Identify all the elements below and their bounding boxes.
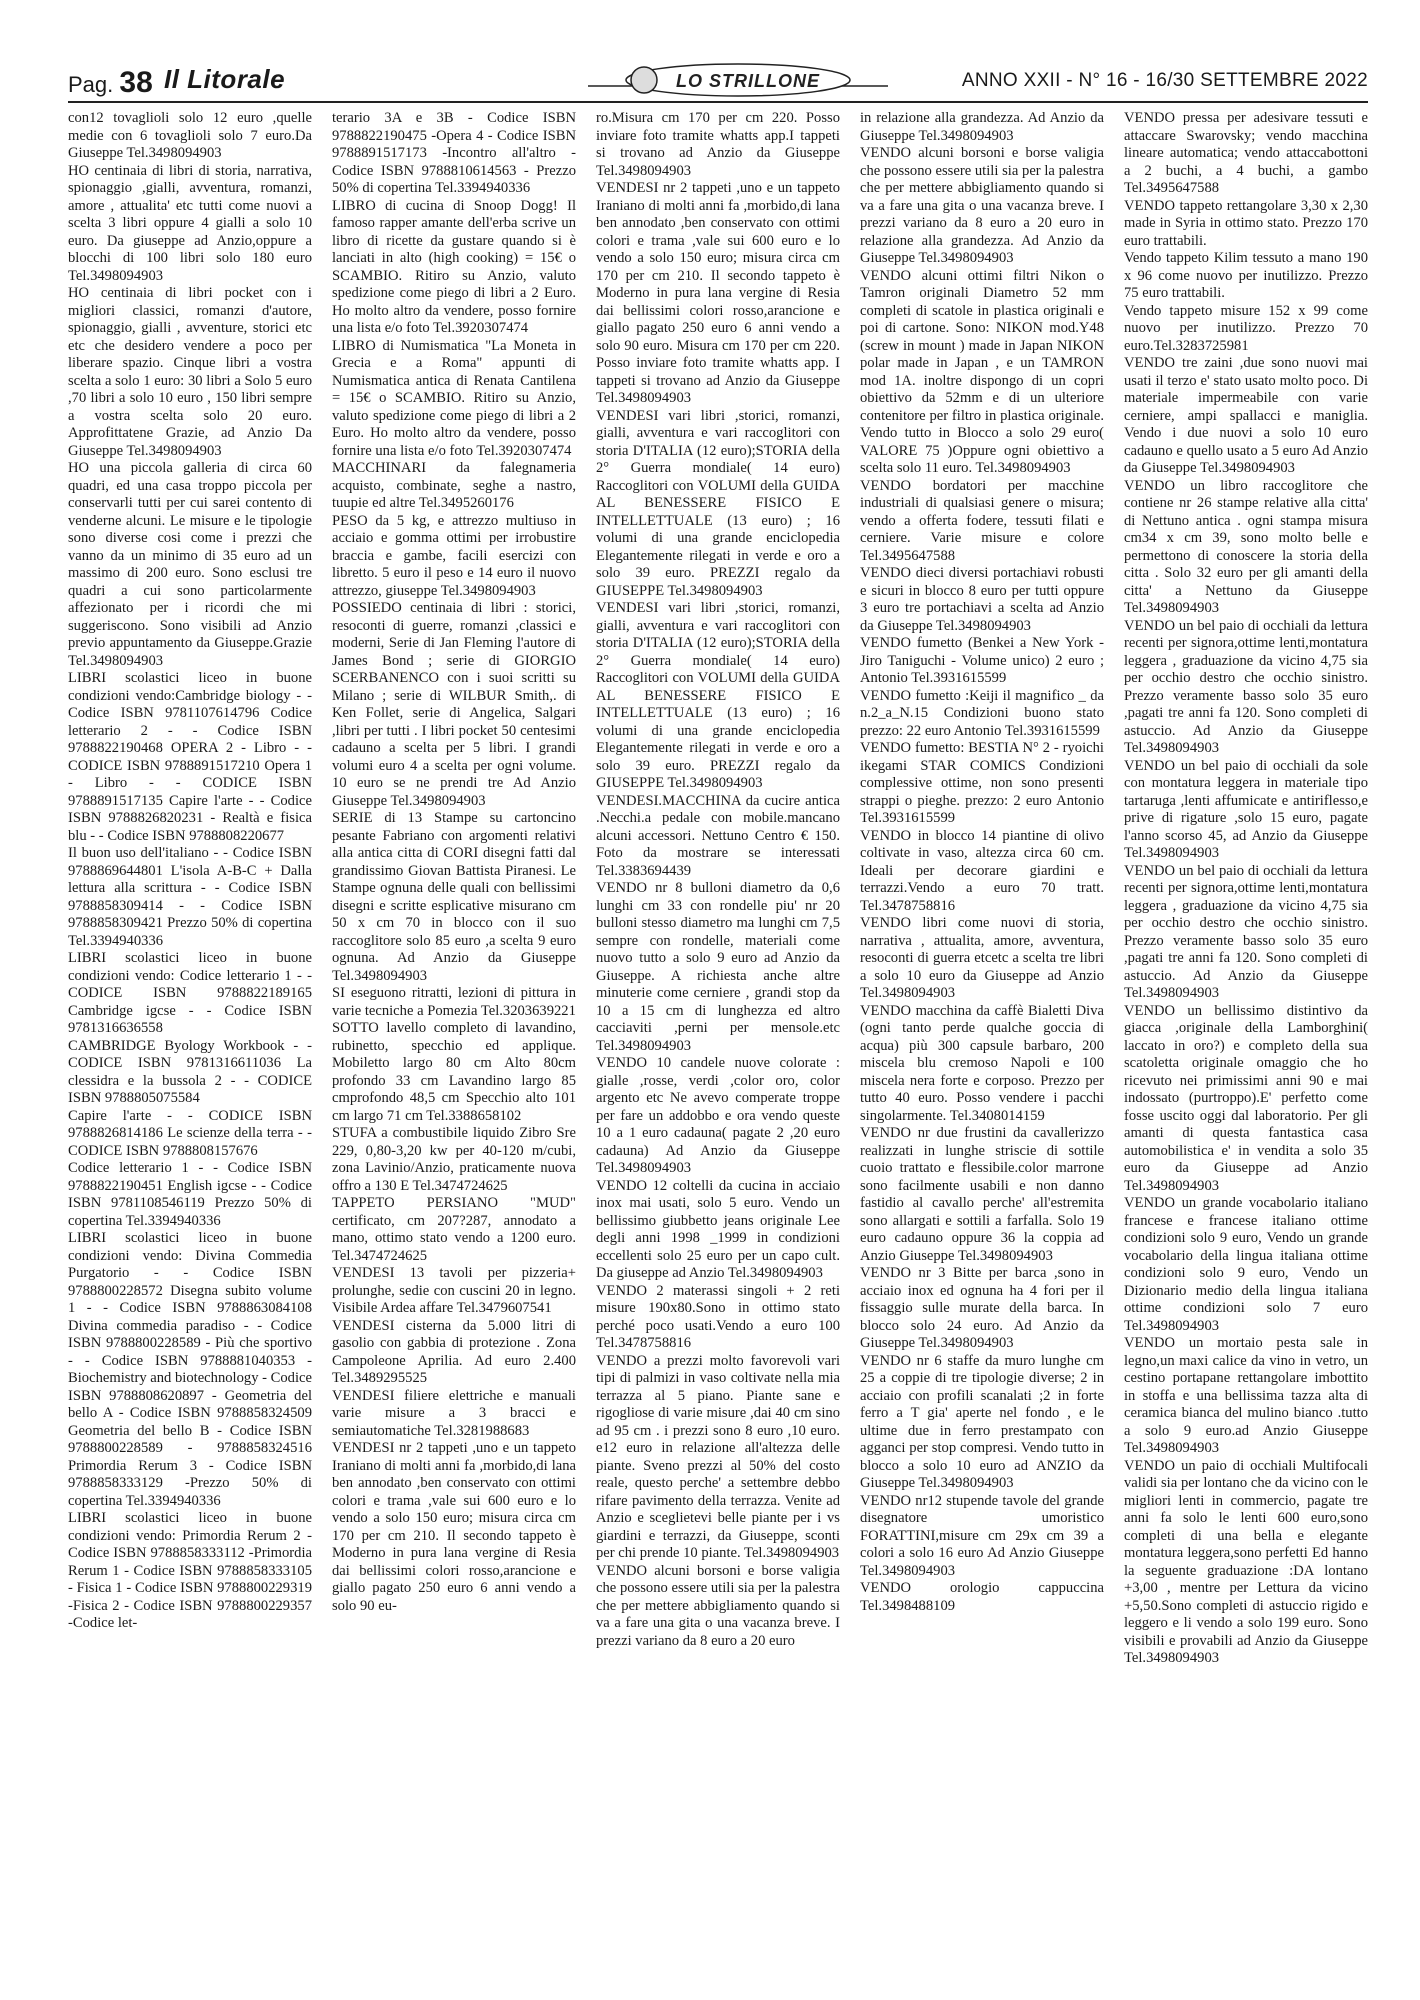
- classified-ad: VENDO alcuni ottimi filtri Nikon o Tamron originali Diametro 52 mm completi di scatole in plastica originali e poi di cartone. Sono: NIKON mod.Y48 (screw in mount ) made in Japan NIKON polar made in Japan , e un TAMRON mod 1A. inoltre dispongo di un copri obiettivo da 52mm e di un ulteriore contenitore per filtro in plastica originale. Vendo tutto in Blocco a solo 29 euro( VALORE 75 )Oppure ogni obiettivo a scelta solo 11 euro. Tel.3498094903: [860, 267, 1104, 476]
- classified-ad: STUFA a combustibile liquido Zibro Sre 229, 0,80-3,20 kw per 40-120 m/cubi, zona Lavinio/Anzio, praticamente nuova offro a 130 E Tel.3474724625: [332, 1125, 576, 1194]
- classified-ad: ro.Misura cm 170 per cm 220. Posso inviare foto tramite whatts app.I tappeti si trovano ad Anzio da Giuseppe Tel.3498094903: [596, 110, 840, 179]
- classified-ad: LIBRO di cucina di Snoop Dogg! Il famoso rapper amante dell'erba scrive un libro di ricette da gustare quando si è lanciati in alto (high cooking) = 15€ o SCAMBIO. Ritiro su Anzio, valuto spedizione come piego di libri a 2 Euro. Ho molto altro da vendere, posso fornire una lista e/o foto Tel.3920307474: [332, 197, 576, 336]
- classified-ad: Vendo tappeto misure 152 x 99 come nuovo per inutilizzo. Prezzo 70 euro.Tel.3283725981: [1124, 302, 1368, 354]
- classified-ad: VENDO nr due frustini da cavallerizzo realizzati in lunghe striscie di sottile cuoio trattato e flessibile.color marrone sono facilmente usabili e non danno fastidio al cavallo perche' all'estremita sono allargati e sottili a farfalla. Solo 19 euro cadauno oppure 36 la coppia ad Anzio Giuseppe Tel.3498094903: [860, 1125, 1104, 1264]
- classified-ad: VENDESI cisterna da 5.000 litri di gasolio con gabbia di protezione . Zona Campoleone Aprilia. Ad euro 2.400 Tel.3489295525: [332, 1317, 576, 1386]
- classified-ad: VENDO un bel paio di occhiali da lettura recenti per signora,ottime lenti,montatura leggera , graduazione da vicino 4,75 sia per occhio destro che occhio sinistro. Prezzo veramente basso solo 35 euro ,pagati tre anni fa 120. Sono completi di astuccio. Ad Anzio da Giuseppe Tel.3498094903: [1124, 617, 1368, 756]
- classified-ad: HO centinaia di libri pocket con i migliori classici, romanzi d'autore, spionaggio, gialli , avventure, storici etc etc che desidero vendere a poco per liberare spazio. Cinque libri a vostra scelta a solo 1 euro: 30 libri a Solo 5 euro ,70 libri a solo 10 euro , 150 libri sempre a vostra scelta solo 20 euro. Approfittatene Grazie, ad Anzio Da Giuseppe Tel.3498094903: [68, 285, 312, 459]
- classified-ad: VENDO un bel paio di occhiali da sole con montatura leggera in materiale tipo tartaruga ,lenti affumicate e antiriflesso,e prive di rigature ,solo 15 euro, pagate l'anno scorso 45, ad Anzio da Giuseppe Tel.3498094903: [1124, 757, 1368, 861]
- paper-name: Il Litorale: [164, 64, 286, 94]
- svg-text:LO STRILLONE: LO STRILLONE: [676, 71, 820, 91]
- classified-ad: LIBRO di Numismatica "La Moneta in Grecia e a Roma" appunti di Numismatica antica di Renata Cantilena = 15€ o SCAMBIO. Ritiro su Anzio, valuto spedizione come piego di libri a 2 Euro. Ho molto altro da vendere, posso fornire una lista e/o foto Tel.3920307474: [332, 337, 576, 459]
- classified-ad: VENDO un bellissimo distintivo da giacca ,originale della Lamborghini( laccato in oro?) e completo della sua scatoletta originale omaggio che ho ricevuto nei primissimi anni 90 e mai indossato (purtroppo).E' perfetto come fosse uscito oggi dal laboratorio. Per gli amanti di questa fantastica casa automobilistica e' in vendita a solo 35 euro da Giuseppe ad Anzio Tel.3498094903: [1124, 1002, 1368, 1194]
- classified-ad: VENDO pressa per adesivare tessuti e attaccare Swarovsky; vendo macchina lineare automatica; vendo attaccabottoni a 2 buchi, a 4 buchi, a gambo Tel.3495647588: [1124, 110, 1368, 196]
- classified-ad: Il buon uso dell'italiano - - Codice ISBN 9788869644801 L'isola A-B-C + Dalla lettura alla scrittura - - Codice ISBN 9788858309414 - - Codice ISBN 9788858309421 Prezzo 50% di copertina Tel.3394940336: [68, 845, 312, 949]
- classified-ad: VENDO un grande vocabolario italiano francese e francese italiano ottime condizioni solo 9 euro, Vendo un grande vocabolario della lingua italiana ottime condizioni solo 9 euro, Vendo un Dizionario medio della lingua italiana ottime condizioni solo 7 euro Tel.3498094903: [1124, 1195, 1368, 1334]
- classified-ad: VENDO un paio di occhiali Multifocali validi sia per lontano che da vicino con le migliori lenti in commercio, pagate tre anni fa solo le lenti 600 euro,sono completi di una bella e elegante montatura leggera,sono perfetti Ed hanno la seguente graduazione :DA lontano +3,00 , mentre per Lettura da vicino +5,50.Sono completi di astuccio rigido e leggero e li vendo a solo 199 euro. Sono visibili e provabili ad Anzio da Giuseppe Tel.3498094903: [1124, 1457, 1368, 1666]
- page-label: [68, 66, 153, 100]
- classified-ad: SOTTO lavello completo di lavandino, rubinetto, specchio ed applique. Mobiletto largo 80 cm Alto 80cm profondo 33 cm Lavandino largo 85 cmprofondo 48,5 cm Specchio alto 101 cm largo 71 cm Tel.3388658102: [332, 1020, 576, 1124]
- classified-ad: VENDESI filiere elettriche e manuali varie misure a 3 bracci e semiautomatiche Tel.3281988683: [332, 1387, 576, 1439]
- classified-ad: LIBRI scolastici liceo in buone condizioni vendo: Divina Commedia Purgatorio - - Codice ISBN 9788800228572 Disegna subito volume 1 - - Codice ISBN 9788863084108 Divina commedia paradiso - - Codice ISBN 9788800228589 - Più che sportivo - - Codice ISBN 9788881040353 - Biochemistry and biotechnology - Codice ISBN 9788808620897 - Geometria del bello A - Codice ISBN 9788858324509 Geometria del bello B - Codice ISBN 9788800228589 - 9788858324516 Primordia Rerum 3 - Codice ISBN 9788858333129 -Prezzo 50% di copertina Tel.3394940336: [68, 1230, 312, 1509]
- classified-ad: VENDESI nr 2 tappeti ,uno e un tappeto Iraniano di molti anni fa ,morbido,di lana ben annodato ,ben conservato con ottimi colori e trama ,vale sui 600 euro e lo vendo a solo 150 euro; misura circa cm 170 per cm 210. Il secondo tappeto è Moderno in pura lana vergine di Resia dai bellissimi colori rosso,arancione e giallo pagato 250 euro 6 anni vendo a solo 90 eu-: [332, 1440, 576, 1614]
- header-rule: [68, 101, 1368, 103]
- classified-ad: VENDO alcuni borsoni e borse valigia che possono essere utili sia per la palestra che per mettere abbigliamento quando si va a fare una gita o una vacanza breve. I prezzi variano da 8 euro a 20 euro: [596, 1562, 840, 1649]
- classified-ad: VENDO un bel paio di occhiali da lettura recenti per signora,ottime lenti,montatura leggera , graduazione da vicino 4,75 sia per occhio destro che occhio sinistro. Prezzo veramente basso solo 35 euro ,pagati tre anni fa 120. Sono completi di astuccio. Ad Anzio da Giuseppe Tel.3498094903: [1124, 862, 1368, 1001]
- classified-ad: Vendo tappeto Kilim tessuto a mano 190 x 96 come nuovo per inutilizzo. Prezzo 75 euro trattabili.: [1124, 250, 1368, 301]
- classified-ad: VENDO 10 candele nuove colorate : gialle ,rosse, verdi ,color oro, color argento etc Ne avevo comperate troppe per fare un addobbo e ora vendo queste 10 a 1 euro cadauna( pagate 2 ,20 euro cadauna) Ad Anzio da Giuseppe Tel.3498094903: [596, 1055, 840, 1176]
- classified-ad: VENDO un libro raccoglitore che contiene nr 26 stampe relative alla citta' di Nettuno antica . ogni stampa misura cm34 x cm 39, sono molto belle e permettono di conoscere la storia della citta . Solo 32 euro per gli amanti della citta' a Nettuno da Giuseppe Tel.3498094903: [1124, 477, 1368, 616]
- classified-ad: Codice letterario 1 - - Codice ISBN 9788822190451 English igcse - - Codice ISBN 9781108546119 Prezzo 50% di copertina Tel.3394940336: [68, 1160, 312, 1229]
- classified-ad: SI eseguono ritratti, lezioni di pittura in varie tecniche a Pomezia Tel.3203639221: [332, 985, 576, 1019]
- classifieds-columns: [68, 110, 1368, 1980]
- classified-ad: LIBRI scolastici liceo in buone condizioni vendo: Codice letterario 1 - - CODICE ISBN 9788822189165 Cambridge igcse - - Codice ISBN 9781316636558: [68, 950, 312, 1036]
- classified-ad: VENDO tappeto rettangolare 3,30 x 2,30 made in Syria in ottimo stato. Prezzo 170 euro trattabili.: [1124, 197, 1368, 249]
- classified-ad: VENDO un mortaio pesta sale in legno,un maxi calice da vino in vetro, un cestino portapane rettangolare imbottito in stoffa e una bellissima tazza alta di ceramica bianca del mulino bianco .tutto a solo 9 euro.ad Anzio Giuseppe Tel.3498094903: [1124, 1335, 1368, 1456]
- classified-ad: VENDO orologio cappuccina Tel.3498488109: [860, 1580, 1104, 1614]
- classified-ad: VENDO nr 3 Bitte per barca ,sono in acciaio inox ed ognuna ha 4 fori per il fissaggio sulle murate della barca. In blocco solo 24 euro. Ad Anzio da Giuseppe Tel.3498094903: [860, 1265, 1104, 1351]
- classified-ad: VENDO 12 coltelli da cucina in acciaio inox mai usati, solo 5 euro. Vendo un bellissimo giubbetto jeans originale Lee degli anni 1998 _1999 in condizioni eccellenti solo 25 euro per un capo cult. Da giuseppe ad Anzio Tel.3498094903: [596, 1177, 840, 1281]
- classified-ad: POSSIEDO centinaia di libri : storici, resoconti di guerre, romanzi ,classici e moderni, Serie di Jan Fleming l'autore di James Bond ; serie di GIORGIO SCERBANENCO con i suoi scritti su Milano ; serie di WILBUR Smith,. di Ken Follet, serie di Angelica, Salgari ,libri per tutti . I libri pocket 50 centesimi cadauno a scelta per 5 libri. I grandi volumi euro 4 a scelta per ogni volume. 10 euro se ne prendi tre Ad Anzio Giuseppe Tel.3498094903: [332, 600, 576, 809]
- lo-strillone-logo: [588, 62, 888, 98]
- classified-ad: VENDO macchina da caffè Bialetti Diva (ogni tanto perde qualche goccia di acqua) più 300 capsule barbaro, 200 miscela blu cremoso Napoli e 100 miscela nera forte e corposo. Prezzo per tutto 40 euro. Posso vendere i pacchi singolarmente. Tel.3408014159: [860, 1002, 1104, 1124]
- page-prefix: Pag.: [68, 72, 114, 97]
- classified-ad: VENDESI vari libri ,storici, romanzi, gialli, avventura e vari raccoglitori con storia D'ITALIA (12 euro);STORIA della 2° Guerra mondiale( 14 euro) Raccoglitori con VOLUMI della GUIDA AL BENESSERE FISICO E INTELLETTUALE (13 euro) ; 16 volumi di una grande enciclopedia Elegantemente rilegati in verde e oro a solo 39 euro. PREZZI regalo da GIUSEPPE Tel.3498094903: [596, 407, 840, 599]
- classified-ad: con12 tovaglioli solo 12 euro ,quelle medie con 6 tovaglioli solo 7 euro.Da Giuseppe Tel.3498094903: [68, 110, 312, 161]
- classified-ad: VENDO libri come nuovi di storia, narrativa , attualita, amore, avventura, resoconti di guerra etcetc a scelta tre libri a solo 10 euro da Giuseppe ad Anzio Tel.3498094903: [860, 915, 1104, 1001]
- classified-ad: MACCHINARI da falegnameria acquisto, combinate, seghe a nastro, tuupie ed altre Tel.3495260176: [332, 460, 576, 511]
- classified-ad: VENDO tre zaini ,due sono nuovi mai usati il terzo e' stato usato molto poco. Di materiale impermeabile con varie cerniere, ampi spallacci e maniglia. Vendo i due nuovi a solo 10 euro cadauno e quello usato a 5 euro Ad Anzio da Giuseppe Tel.3498094903: [1124, 355, 1368, 476]
- classified-ad: VENDO bordatori per macchine industriali di qualsiasi genere o misura; vendo a offerta fodere, tessuti filati e cerniere. Varie misure e colore Tel.3495647588: [860, 477, 1104, 564]
- classified-ad: VENDESI.MACCHINA da cucire antica .Necchi.a pedale con mobile.mancano alcuni accessori. Nettuno Centro € 150. Foto da mostrare se interessati Tel.3383694439: [596, 792, 840, 879]
- classified-ad: in relazione alla grandezza. Ad Anzio da Giuseppe Tel.3498094903: [860, 110, 1104, 144]
- classified-ad: VENDESI nr 2 tappeti ,uno e un tappeto Iraniano di molti anni fa ,morbido,di lana ben annodato ,ben conservato con ottimi colori e trama ,vale sui 600 euro e lo vendo a solo 150 euro; misura circa cm 170 per cm 210. Il secondo tappeto è Moderno in pura lana vergine di Resia dai bellissimi colori rosso,arancione e giallo pagato 250 euro 6 anni vendo a solo 90 euro. Misura cm 170 per cm 220. Posso inviare foto tramite whatts app. I tappeti si trovano ad Anzio da Giuseppe Tel.3498094903: [596, 180, 840, 406]
- classified-ad: LIBRI scolastici liceo in buone condizioni vendo:Cambridge biology - - Codice ISBN 9781107614796 Codice letterario 2 - - Codice ISBN 9788822190468 OPERA 2 - Libro - - CODICE ISBN 9788891517210 Opera 1 - Libro - - CODICE ISBN 9788891517135 Capire l'arte - - Codice ISBN 9788826820231 - Realtà e fisica blu - - Codice ISBN 9788808220677: [68, 670, 312, 844]
- classified-ad: VENDO alcuni borsoni e borse valigia che possono essere utili sia per la palestra che per mettere abbigliamento quando si va a fare una gita o una vacanza breve. I prezzi variano da 8 euro a 20 euro in relazione alla grandezza. Ad Anzio da Giuseppe Tel.3498094903: [860, 145, 1104, 266]
- classified-ad: Capire l'arte - - CODICE ISBN 9788826814186 Le scienze della terra - - CODICE ISBN 9788808157676: [68, 1107, 312, 1159]
- classified-ad: VENDO nr12 stupende tavole del grande disegnatore umoristico FORATTINI,misure cm 29x cm 39 a colori a solo 16 euro Ad Anzio Giuseppe Tel.3498094903: [860, 1492, 1104, 1579]
- classified-ad: CAMBRIDGE Byology Workbook - - CODICE ISBN 9781316611036 La clessidra e la bussola 2 - - CODICE ISBN 9788805075584: [68, 1037, 312, 1106]
- classified-ad: VENDO in blocco 14 piantine di olivo coltivate in vaso, altezza circa 60 cm. Ideali per decorare giardini e terrazzi.Vendo a euro 70 tratt. Tel.3478758816: [860, 827, 1104, 914]
- classified-ad: VENDO 2 materassi singoli + 2 reti misure 190x80.Sono in ottimo stato perché poco usati.Vendo a euro 100 Tel.3478758816: [596, 1282, 840, 1351]
- classified-ad: HO una piccola galleria di circa 60 quadri, ed una casa troppo piccola per conservarli tutti per cui sarei contento di venderne alcuni. Le misure e le tipologie sono diverse cosi come i prezzi che vanno da un minimo di 35 euro ad un massimo di 200 euro. Sono esclusi tre quadri a cui sono particolarmente affezionato per i ricordi che mi suggeriscono. Sono visibili ad Anzio previo appuntamento da Giuseppe.Grazie Tel.3498094903: [68, 460, 312, 669]
- classified-ad: VENDO fumetto: BESTIA N° 2 - ryoichi ikegami STAR COMICS Condizioni complessive ottime, non sono presenti strappi o pieghe. prezzo: 2 euro Antonio Tel.3931615599: [860, 740, 1104, 826]
- classified-ad: SERIE di 13 Stampe su cartoncino pesante Fabriano con argomenti relativi alla antica citta di CORI disegni fatti dal grandissimo Giovan Battista Piranesi. Le Stampe ognuna delle quali con bellissimi disegni e scritte esplicative misurano cm 50 x cm 70 in blocco con il suo raccoglitore solo 85 euro ,a scelta 9 euro ognuna. Ad Anzio da Giuseppe Tel.3498094903: [332, 810, 576, 984]
- classified-ad: VENDO nr 8 bulloni diametro da 0,6 lunghi cm 33 con rondelle piu' nr 20 bulloni stesso diametro ma lunghi cm 7,5 sempre con rondelle, materiali come nuovo tutto a solo 9 euro ad Anzio da Giuseppe. A richiesta anche altre minuterie come cerniere , grandi stop da 10 a 15 cm di lunghezza ed altro cacciaviti ,perni per mensole.etc Tel.3498094903: [596, 880, 840, 1054]
- classified-ad: PESO da 5 kg, e attrezzo multiuso in acciaio e gomma ottimi per irrobustire braccia e gambe, facili esercizi con libretto. 5 euro il peso e 14 euro il nuovo attrezzo, giuseppe Tel.3498094903: [332, 512, 576, 599]
- classified-ad: VENDO fumetto :Keiji il magnifico _ da n.2_a_N.15 Condizioni buono stato prezzo: 22 euro Antonio Tel.3931615599: [860, 687, 1104, 739]
- classified-ad: VENDO a prezzi molto favorevoli vari tipi di palmizi in vaso coltivate nella mia terrazza al 5 piano. Piante sane e rigogliose di varie misure ,dai 40 cm sino ad 95 cm . i prezzi sono 8 euro ,10 euro. e12 euro in relazione all'altezza delle piante. Sveno prezzi al 50% del costo reale, questo perche' a settembre debbo rifare pavimento della terrazza. Venite ad Anzio e sceglietevi belle piante per i vs giardini e terrazzi, da Giuseppe, sconti per chi prende 10 piante. Tel.3498094903: [596, 1352, 840, 1561]
- column-3: [596, 110, 840, 1650]
- classified-ad: VENDO dieci diversi portachiavi robusti e sicuri in blocco 8 euro per tutti oppure 3 euro tre portachiavi a scelta ad Anzio da Giuseppe Tel.3498094903: [860, 565, 1104, 634]
- column-4: [860, 110, 1104, 1615]
- classified-ad: VENDESI vari libri ,storici, romanzi, gialli, avventura e vari raccoglitori con storia D'ITALIA (12 euro);STORIA della 2° Guerra mondiale( 14 euro) Raccoglitori con VOLUMI della GUIDA AL BENESSERE FISICO E INTELLETTUALE (13 euro) ; 16 volumi di una grande enciclopedia Elegantemente rilegati in verde e oro a solo 39 euro. PREZZI regalo da GIUSEPPE Tel.3498094903: [596, 600, 840, 791]
- classified-ad: HO centinaia di libri di storia, narrativa, spionaggio ,gialli, avventura, romanzi, amore , attualita' etc tutti come nuovi a scelta 3 libri oppure 4 gialli a solo 10 euro. Da giuseppe ad Anzio,oppure a blocchi di 100 libri solo 180 euro Tel.3498094903: [68, 162, 312, 284]
- classified-ad: VENDESI 13 tavoli per pizzeria+ prolunghe, sedie con cuscini 20 in legno. Visibile Ardea affare Tel.3479607541: [332, 1265, 576, 1316]
- issue-info: ANNO XXII - N° 16 - 16/30 SETTEMBRE 2022: [961, 70, 1368, 91]
- page-header: [68, 62, 1368, 98]
- classified-ad: VENDO nr 6 staffe da muro lunghe cm 25 a coppie di tre tipologie diverse; 2 in acciaio con profili scanalati ;2 in forte ferro a T gia' aperte nel fondo , e le ultime due in ferro prestampato con agganci per stop compresi. Vendo tutto in blocco a solo 10 euro ad ANZIO da Giuseppe Tel.3498094903: [860, 1352, 1104, 1491]
- column-2: [332, 110, 576, 1615]
- column-5: [1124, 110, 1368, 1668]
- classified-ad: TAPPETO PERSIANO "MUD" certificato, cm 207?287, annodato a mano, ottimo stato vendo a 1200 euro. Tel.3474724625: [332, 1195, 576, 1264]
- classified-ad: terario 3A e 3B - Codice ISBN 9788822190475 -Opera 4 - Codice ISBN 9788891517173 -Incontro all'altro - Codice ISBN 9788810614563 - Prezzo 50% di copertina Tel.3394940336: [332, 110, 576, 196]
- column-1: [68, 110, 312, 1633]
- classified-ad: LIBRI scolastici liceo in buone condizioni vendo: Primordia Rerum 2 - Codice ISBN 9788858333112 -Primordia Rerum 1 - Codice ISBN 9788858333105 - Fisica 1 - Codice ISBN 9788800229319 -Fisica 2 - Codice ISBN 9788800229357 -Codice let-: [68, 1510, 312, 1631]
- page-number: 38: [119, 66, 153, 99]
- classified-ad: VENDO fumetto (Benkei a New York - Jiro Taniguchi - Volume unico) 2 euro ; Antonio Tel.3931615599: [860, 635, 1104, 686]
